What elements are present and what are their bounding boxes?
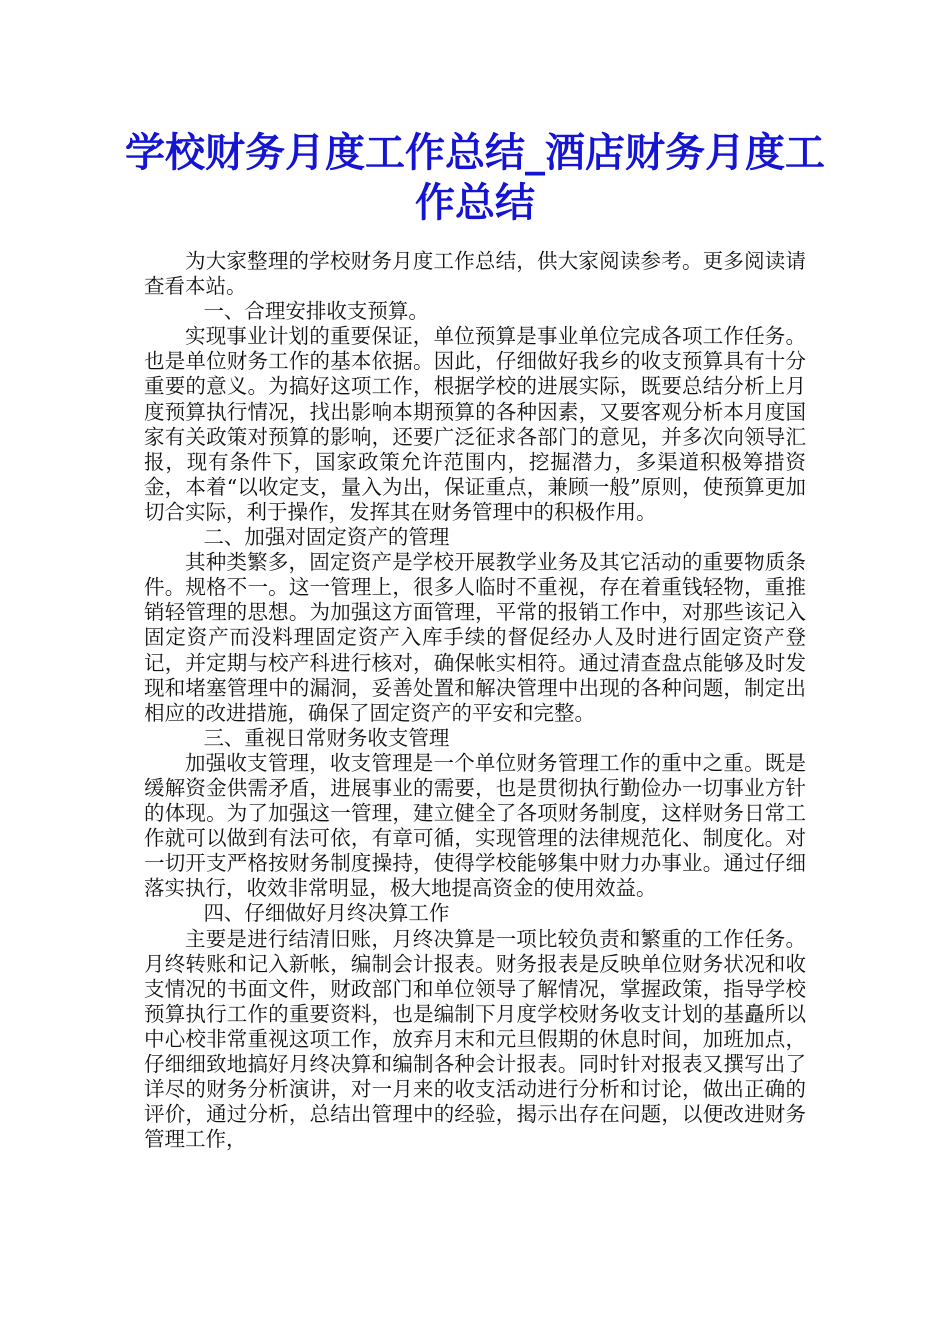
section-heading-2: 二、加强对固定资产的管理 <box>203 525 450 550</box>
paragraph-section-4: 主要是进行结清旧账，月终决算是一项比较负责和繁重的工作任务。月终转账和记入新帐，编制会计报表。财务报表是反映单位财务状况和收支情况的书面文件，财政部门和单位领导了解情况，掌握政策，指导学校预算执行工作的重要资料，也是编制下月度学校财务收支计划的基矗所以中心校非常重视这项工作，放弃月末和元旦假期的休息时间，加班加点，仔细细致地搞好月终决算和编制各种会计报表。同时针对报表又撰写出了详尽的财务分析演讲，对一月来的收支活动进行分析和讨论，做出正确的评价，通过分析，总结出管理中的经验，揭示出存在问题，以便改进财务管理工作， <box>144 926 806 1152</box>
paragraph-section-3: 加强收支管理，收支管理是一个单位财务管理工作的重中之重。既是缓解资金供需矛盾，进展事业的需要，也是贯彻执行勤俭办一切事业方针的体现。为了加强这一管理，建立健全了各项财务制度，这样财务日常工作就可以做到有法可依，有章可循，实现管理的法律规范化、制度化。对一切开支严格按财务制度操持，使得学校能够集中财力办事业。通过仔细落实执行，收效非常明显，极大地提高资金的使用效益。 <box>144 750 806 901</box>
paragraph-section-2: 其种类繁多，固定资产是学校开展教学业务及其它活动的重要物质条件。规格不一。这一管理上，很多人临时不重视，存在着重钱轻物，重推销轻管理的思想。为加强这方面管理，平常的报销工作中，对那些该记入固定资产而没料理固定资产入库手续的督促经办人及时进行固定资产登记，并定期与校产科进行核对，确保帐实相符。通过清查盘点能够及时发现和堵塞管理中的漏洞，妥善处置和解决管理中出现的各种问题，制定出相应的改进措施，确保了固定资产的平安和完整。 <box>144 550 806 725</box>
section-heading-3: 三、重视日常财务收支管理 <box>203 725 450 750</box>
section-heading-4: 四、仔细做好月终决算工作 <box>203 901 450 926</box>
section-heading-1: 一、合理安排收支预算。 <box>203 299 429 324</box>
paragraph-section-1: 实现事业计划的重要保证，单位预算是事业单位完成各项工作任务。也是单位财务工作的基本依据。因此，仔细做好我乡的收支预算具有十分重要的意义。为搞好这项工作，根据学校的进展实际，既要总结分析上月度预算执行情况，找出影响本期预算的各种因素，又要客观分析本月度国家有关政策对预算的影响，还要广泛征求各部门的意见，并多次向领导汇报，现有条件下，国家政策允许范围内，挖掘潜力，多渠道积极筹措资金，本着“以收定支，量入为出，保证重点，兼顾一般”原则，使预算更加切合实际，利于操作，发挥其在财务管理中的积极作用。 <box>144 324 806 524</box>
document-title: 学校财务月度工作总结_酒店财务月度工作总结 <box>125 129 825 226</box>
paragraph-intro: 为大家整理的学校财务月度工作总结，供大家阅读参考。更多阅读请查看本站。 <box>144 249 806 299</box>
document-body <box>144 249 806 1152</box>
